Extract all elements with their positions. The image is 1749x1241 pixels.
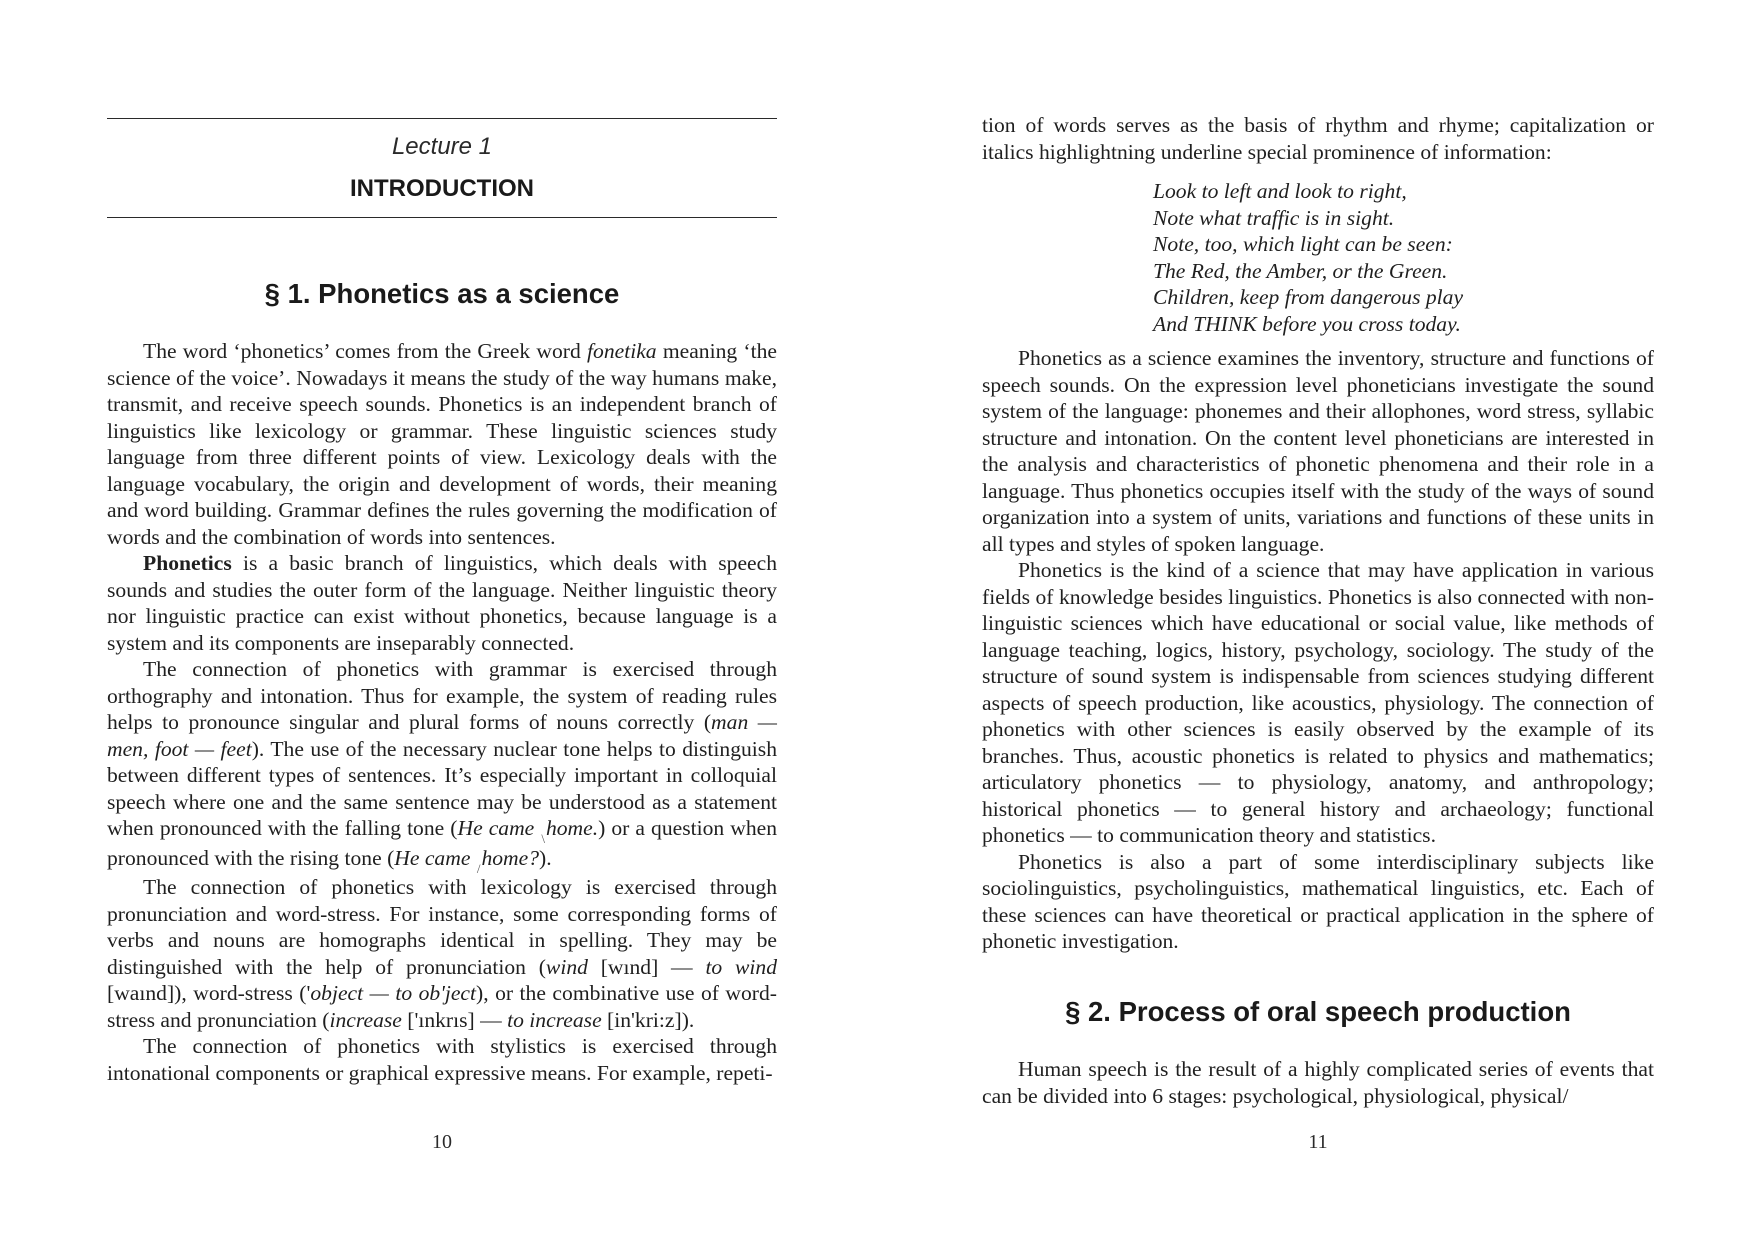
right-continued-text xyxy=(982,112,1654,165)
rising-tone-mark: / xyxy=(476,860,481,876)
poem-line: Note, too, which light can be seen: xyxy=(1153,232,1453,256)
poem xyxy=(1153,178,1633,337)
falling-tone-mark: \ xyxy=(541,831,545,846)
page-number-right: 11 xyxy=(1308,1131,1328,1153)
paragraph-7: Phonetics is the kind of a science that may have application in various fields of knowledge besides linguistics. Phonetics is also connected with non-linguistic sciences which have educational or social value, like methods of language teaching, logics, history, psychology, sociology. The study of the structure of sound system is indispensable from sciences studying different aspects of speech production, like acoustics, physiology. The connection of phonetics with other sciences is easily observed by the example of its branches. Thus, acoustic phonetics is related to physics and mathematics; articulatory phonetics — to physiology, anatomy, and anthropology; historical phonetics — to general history and archaeology; functional phonetics — to communication theory and statistics. xyxy=(982,558,1654,847)
left-body-text xyxy=(107,338,777,1086)
right-body-text xyxy=(982,345,1654,955)
paragraph-5: The connection of phonetics with stylistics is exercised through intonational components or graphical expressive means. For example, repeti- xyxy=(107,1034,777,1085)
poem-line: Note what traffic is in sight. xyxy=(1153,205,1395,230)
header-rule-top xyxy=(107,118,777,119)
paragraph-4: The connection of phonetics with lexicology is exercised through pronunciation and word-stress. For instance, some corresponding forms of verbs and nouns are homographs identical in spelling. They may be distinguished with the help of pronunciation (wind [wınd] — to wind [waınd]), word-stress ('object — to ob'ject), or the combinative use of word-stress and pronunciation (increase ['ınkrıs] — to increase [in'kri:z]). xyxy=(107,875,778,1032)
poem-line: The Red, the Amber, or the Green. xyxy=(1153,258,1448,283)
section-2-heading: § 2. Process of oral speech production xyxy=(1065,996,1571,1027)
poem-line: Children, keep from dangerous play xyxy=(1153,285,1464,309)
paragraph-9: Human speech is the result of a highly complicated series of events that can be divided into 6 stages: psychological, physiological, physical/ xyxy=(982,1057,1654,1108)
lecture-label: Lecture 1 xyxy=(391,133,493,160)
paragraph-3: The connection of phonetics with grammar is exercised through orthography and intonation. Thus for example, the system of reading rules helps to pronounce singular and plural forms of nouns correctly (man — men, foot — feet). The use of the necessary nuclear tone helps to distinguish between different types of sentences. It’s especially important in colloquial speech where one and the same sentence may be understood as a statement when pronounced with the falling tone (He came $_\backslash$home.) or a question when pronounced with the rising tone (He came $_/$home?). xyxy=(107,657,778,876)
paragraph-1: The word ‘phonetics’ comes from the Greek word fonetika meaning ‘the science of the voice’. Nowadays it means the study of the way humans make, transmit, and receive speech sounds. Phonetics is an independent branch of linguistics like lexicology or grammar. These linguistic sciences study language from three different points of view. Lexicology deals with the language vocabulary, the origin and development of words, their meaning and word building. Grammar defines the rules governing the modification of words and the combination of words into sentences. xyxy=(107,339,777,549)
header-rule-bottom xyxy=(107,217,777,218)
right-page xyxy=(982,0,1654,1241)
paragraph-8: Phonetics is also a part of some interdisciplinary subjects like sociolinguistics, psycholinguistics, mathematical linguistics, etc. Each of these sciences can have theoretical or practical application in the sphere of phonetic investigation. xyxy=(982,849,1654,953)
paragraph-6: Phonetics as a science examines the inventory, structure and functions of speech sounds. On the expression level phoneticians investigate the sound system of the language: phonemes and their allophones, word stress, syllabic structure and intonation. On the content level phoneticians are interested in the analysis and characteristics of phonetic phenomena and their role in a language. Thus phonetics occupies itself with the study of the ways of sound organization into a system of units, variations and functions of these units in all types and styles of spoken language. xyxy=(982,346,1654,556)
poem-line: Look to left and look to right, xyxy=(1153,179,1407,203)
paragraph-2: Phonetics is a basic branch of linguistics, which deals with speech sounds and studies the outer form of the language. Neither linguistic theory nor linguistic practice can exist without phonetics, because language is a system and its components are inseparably connected. xyxy=(107,551,777,655)
continued-paragraph: tion of words serves as the basis of rhythm and rhyme; capitalization or italics highlightning underline special prominence of information: xyxy=(982,113,1654,164)
right-body-text-bottom xyxy=(982,1056,1654,1109)
poem-line: And THINK before you cross today. xyxy=(1153,311,1461,336)
section-1-heading: § 1. Phonetics as a science xyxy=(264,278,620,309)
lecture-title: INTRODUCTION xyxy=(350,175,534,202)
left-page xyxy=(107,0,777,1241)
page-number-left: 10 xyxy=(432,1131,452,1153)
